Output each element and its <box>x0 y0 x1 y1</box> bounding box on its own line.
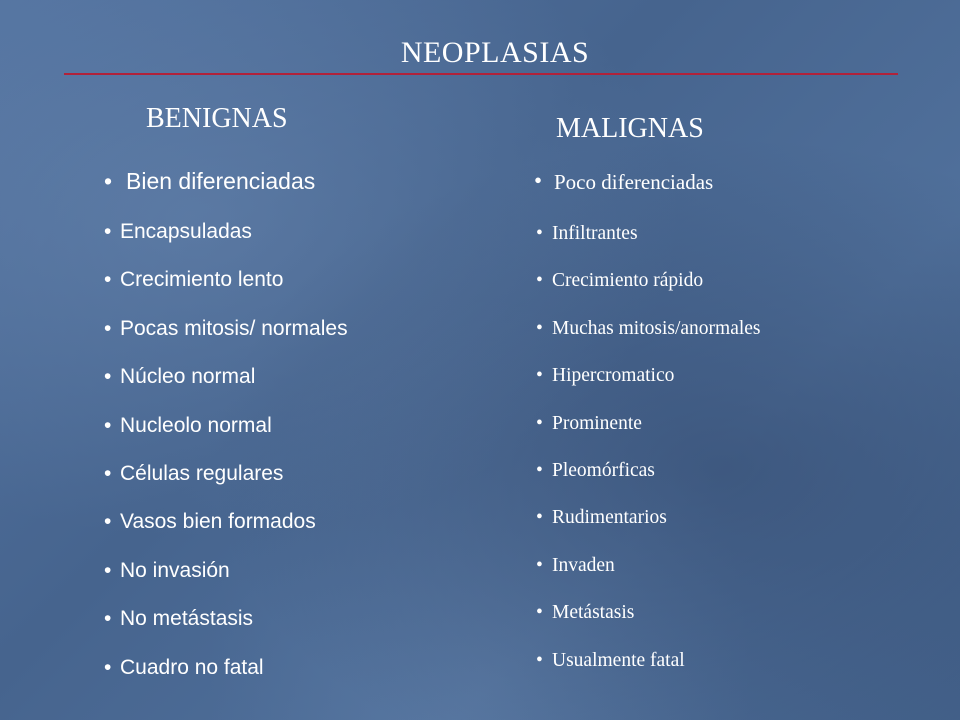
malignas-item: • Crecimiento rápido <box>536 269 761 316</box>
benignas-item: • Vasos bien formados <box>104 510 348 558</box>
malignas-item: • Usualmente fatal <box>536 649 761 696</box>
malignas-item: • Invaden <box>536 554 761 601</box>
malignas-item: • Poco diferenciadas <box>534 170 713 195</box>
malignas-item: • Infiltrantes <box>536 222 761 269</box>
malignas-list <box>536 222 761 696</box>
benignas-heading: BENIGNAS <box>146 103 288 134</box>
slide-title: NEOPLASIAS <box>400 36 590 69</box>
malignas-item: • Rudimentarios <box>536 506 761 553</box>
title-divider <box>64 73 898 75</box>
benignas-item: • No metástasis <box>104 607 348 655</box>
malignas-item: • Hipercromatico <box>536 364 761 411</box>
benignas-item: • Pocas mitosis/ normales <box>104 317 348 365</box>
benignas-item: • Crecimiento lento <box>104 268 348 316</box>
malignas-item: • Pleomórficas <box>536 459 761 506</box>
malignas-item: • Prominente <box>536 412 761 459</box>
benignas-item: • Encapsuladas <box>104 220 348 268</box>
malignas-item: • Metástasis <box>536 601 761 648</box>
benignas-item: • No invasión <box>104 559 348 607</box>
benignas-item: • Núcleo normal <box>104 365 348 413</box>
benignas-item: • Bien diferenciadas <box>104 168 315 195</box>
benignas-item: • Cuadro no fatal <box>104 656 348 704</box>
benignas-list <box>104 220 348 704</box>
malignas-heading: MALIGNAS <box>556 113 704 144</box>
benignas-item: • Nucleolo normal <box>104 414 348 462</box>
malignas-item: • Muchas mitosis/anormales <box>536 317 761 364</box>
benignas-item: • Células regulares <box>104 462 348 510</box>
